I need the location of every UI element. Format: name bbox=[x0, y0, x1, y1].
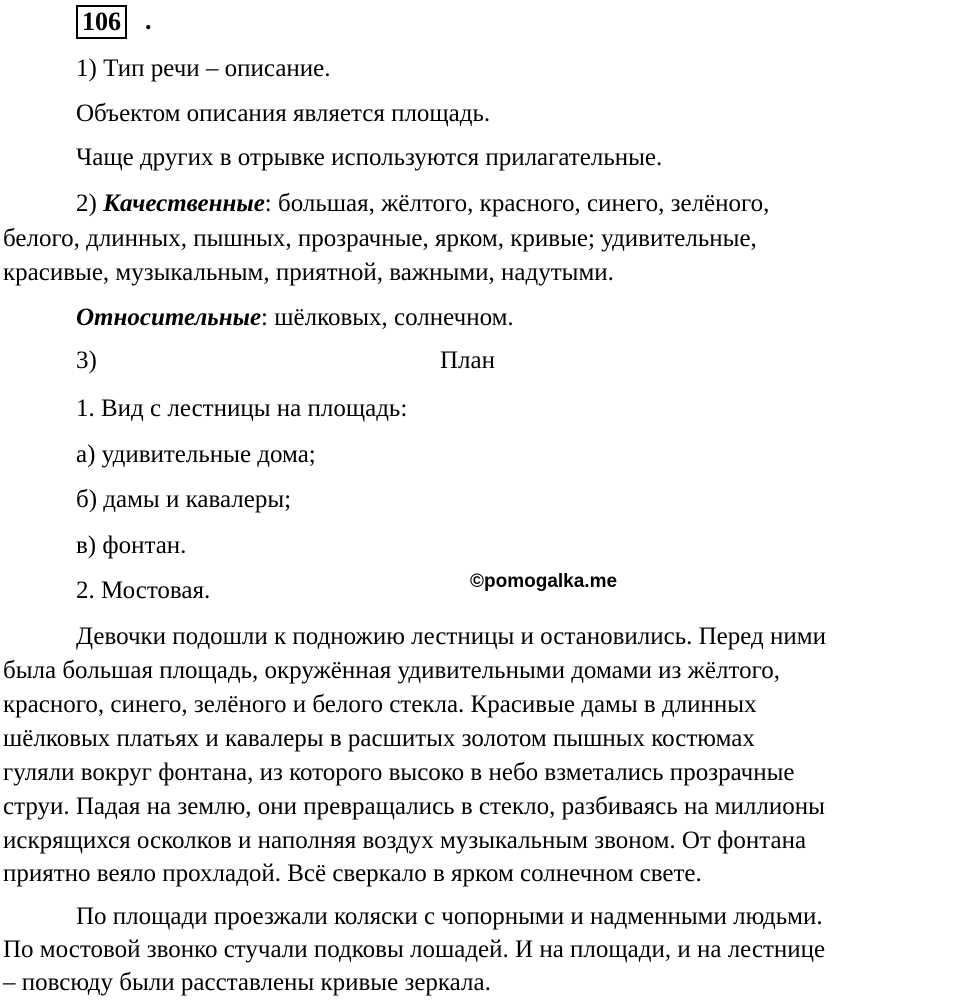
paragraph-line: шёлковых платьях и кавалеры в расшитых золотом пышных костюмах bbox=[3, 725, 755, 752]
paragraph-line: красного, синего, зелёного и белого стекла. Красивые дамы в длинных bbox=[3, 691, 757, 718]
qualitative-list-start: : большая, жёлтого, красного, синего, зелёного, bbox=[264, 190, 770, 217]
paragraph-line: искрящихся осколков и наполняя воздух музыкальным звоном. От фонтана bbox=[3, 827, 807, 854]
answer-2-relative-line bbox=[76, 301, 514, 335]
answer-2-qualitative-line2: белого, длинных, пышных, прозрачные, ярком, кривые; удивительные, bbox=[3, 225, 757, 252]
plan-title: План bbox=[440, 347, 496, 374]
plan-item: 2. Мостовая. bbox=[76, 577, 211, 604]
paragraph-line: – повсюду были расставлены кривые зеркала. bbox=[3, 969, 491, 996]
plan-item: 1. Вид с лестницы на площадь: bbox=[76, 395, 408, 422]
paragraph-line: струи. Падая на землю, они превращались в стекло, разбиваясь на миллионы bbox=[3, 793, 825, 820]
paragraph-line: Девочки подошли к подножию лестницы и остановились. Перед ними bbox=[76, 623, 826, 650]
qualitative-label: Качественные bbox=[103, 190, 265, 217]
plan-number: 3) bbox=[76, 347, 97, 374]
answer-2-prefix: 2) bbox=[76, 190, 104, 217]
plan-item: в) фонтан. bbox=[76, 532, 187, 559]
relative-list: : шёлковых, солнечном. bbox=[261, 304, 514, 331]
answer-1-object: Объектом описания является площадь. bbox=[76, 100, 491, 127]
paragraph-line: По мостовой звонко стучали подковы лошадей. И на площади, и на лестнице bbox=[3, 936, 826, 963]
plan-item: а) удивительные дома; bbox=[76, 441, 316, 468]
plan-item: б) дамы и кавалеры; bbox=[76, 486, 292, 513]
answer-1-adjectives: Чаще других в отрывке используются прилагательные. bbox=[76, 144, 663, 171]
relative-label: Относительные bbox=[76, 304, 262, 331]
task-number-box: 106 bbox=[76, 5, 127, 39]
answer-2-qualitative-line1 bbox=[76, 187, 769, 221]
paragraph-line: была большая площадь, окружённая удивительными домами из жёлтого, bbox=[3, 657, 780, 684]
answer-1-speech-type: 1) Тип речи – описание. bbox=[76, 55, 331, 82]
answer-2-qualitative-line3: красивые, музыкальным, приятной, важными, надутыми. bbox=[3, 259, 614, 286]
task-number-dot: . bbox=[145, 6, 152, 35]
paragraph-line: По площади проезжали коляски с чопорными и надменными людьми. bbox=[76, 903, 823, 930]
paragraph-line: гуляли вокруг фонтана, из которого высоко в небо взметались прозрачные bbox=[3, 759, 795, 786]
watermark-text: ©pomogalka.me bbox=[470, 571, 618, 592]
paragraph-line: приятно веяло прохладой. Всё сверкало в ярком солнечном свете. bbox=[3, 860, 702, 887]
